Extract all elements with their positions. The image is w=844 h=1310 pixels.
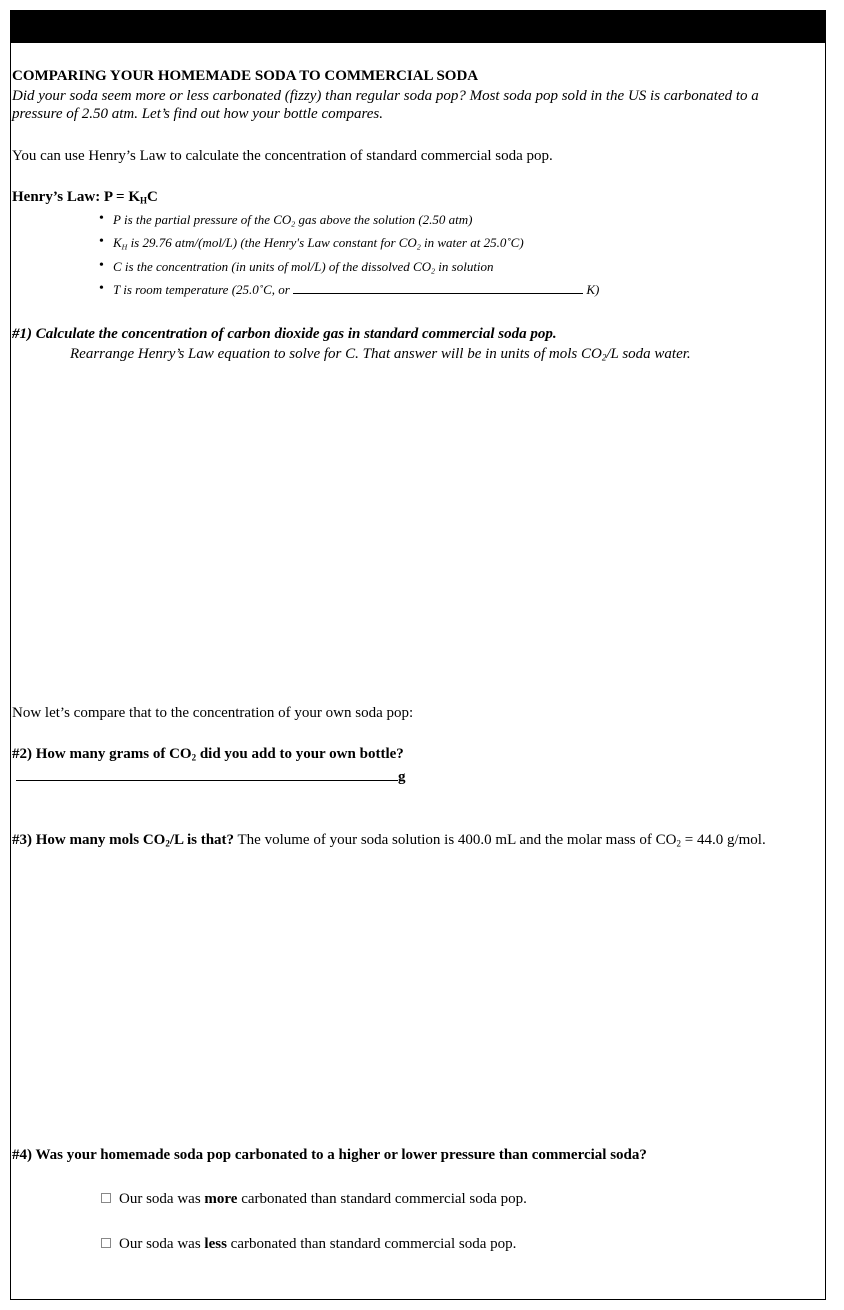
grams-unit: g [398,769,406,785]
question-1-answer-space[interactable] [12,370,822,695]
intro-line-1: Did your soda seem more or less carbonated (fizzy) than regular soda pop? Most soda pop sold in the US is carbonated to a [12,88,759,104]
checkbox-less[interactable] [101,1238,111,1248]
bullet-henry-constant: • $K_H$ is 29.76 atm/(mol/L) (the Henry's Law constant for $CO_2$ in water at 25.0˚C) [99,234,524,252]
grams-answer-blank[interactable] [16,780,398,781]
intro-line-2: pressure of 2.50 atm. Let’s find out how your bottle compares. [12,106,383,122]
question-1-hint: Rearrange Henry’s Law equation to solve for C. That answer will be in units of mols $CO_2/L$ soda water. [70,346,691,363]
option-more-carbonated[interactable]: Our soda was more carbonated than standard commercial soda pop. [101,1190,527,1209]
bullet-temperature: • T is room temperature (25.0˚C, or K) [99,281,600,297]
question-2-answer [16,768,406,787]
question-3: #3) How many mols $CO_2/L$ is that? The volume of your soda solution is 400.0 mL and the molar mass of $CO_2 = 44.0$ g/mol. [12,832,766,849]
option-less-carbonated[interactable]: Our soda was less carbonated than standard commercial soda pop. [101,1235,516,1254]
question-4: #4) Was your homemade soda pop carbonated to a higher or lower pressure than commercial soda? [12,1147,647,1163]
checkbox-more[interactable] [101,1193,111,1203]
question-2: #2) How many grams of $CO_2$ did you add to your own bottle? [12,746,404,763]
henrys-law-intro: You can use Henry’s Law to calculate the concentration of standard commercial soda pop. [12,148,553,164]
kelvin-answer-blank[interactable] [293,293,583,294]
question-1: #1) Calculate the concentration of carbon dioxide gas in standard commercial soda pop. [12,326,557,342]
bullet-pressure: • P is the partial pressure of the $CO_2$ gas above the solution (2.50 atm) [99,211,473,229]
question-3-answer-space[interactable] [12,858,822,1138]
header-bar [11,11,825,43]
henrys-law-heading: Henry’s Law: $P = K_HC$ [12,189,158,206]
bullet-concentration: • C is the concentration (in units of mol/L) of the dissolved $CO_2$ in solution [99,258,494,276]
page-title: COMPARING YOUR HOMEMADE SODA TO COMMERCIAL SODA [12,68,479,84]
compare-text: Now let’s compare that to the concentration of your own soda pop: [12,705,414,721]
